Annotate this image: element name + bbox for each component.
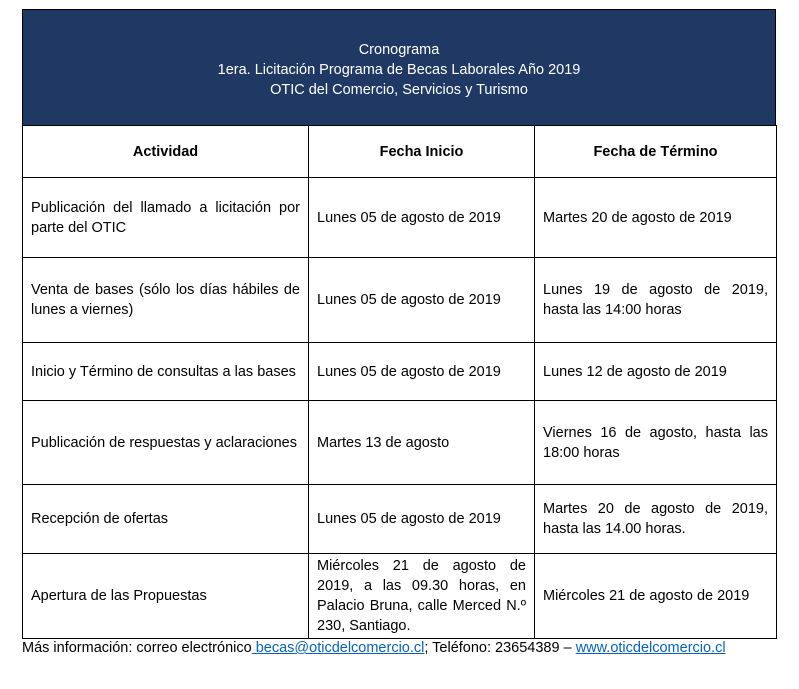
cell-fecha-inicio (309, 554, 535, 639)
cell-fecha-termino: Lunes 19 de agosto de 2019, hasta las 14:00 horas (535, 258, 777, 343)
table-header-row (23, 126, 777, 178)
cell-fecha-termino: Martes 20 de agosto de 2019, hasta las 14.00 horas. (535, 485, 777, 554)
table-row (23, 343, 777, 401)
website-link[interactable]: www.oticdelcomercio.cl (575, 640, 726, 656)
cell-actividad: Recepción de ofertas (23, 485, 309, 554)
header-subtitle: 1era. Licitación Programa de Becas Laborales Año 2019 (217, 61, 581, 78)
cell-fecha-inicio: Lunes 05 de agosto de 2019 (309, 343, 535, 401)
cell-actividad: Apertura de las Propuestas (23, 554, 309, 639)
footer-label: Más información: correo electrónico (22, 640, 252, 656)
cell-fecha-termino: Viernes 16 de agosto, hasta las 18:00 horas (535, 401, 777, 485)
table-row (23, 258, 777, 343)
column-header-fecha-inicio: Fecha Inicio (309, 126, 535, 178)
column-header-actividad: Actividad (23, 126, 309, 178)
table-row (23, 554, 777, 639)
column-header-fecha-termino: Fecha de Término (535, 126, 777, 178)
schedule-table (22, 125, 777, 639)
schedule-document (22, 9, 776, 639)
cell-actividad: Inicio y Término de consultas a las bases (23, 343, 309, 401)
contact-footer (22, 640, 726, 656)
header-banner (22, 9, 776, 125)
cell-fecha-inicio-text: Miércoles 21 de agosto de 2019, a las 09.30 horas, en Palacio Bruna, calle Merced N.º 230, Santiago. (317, 558, 526, 634)
table-row (23, 401, 777, 485)
header-organization: OTIC del Comercio, Servicios y Turismo (270, 81, 528, 98)
cell-actividad: Venta de bases (sólo los días hábiles de lunes a viernes) (23, 258, 309, 343)
table-row (23, 485, 777, 554)
email-link[interactable]: becas@oticdelcomercio.cl (251, 640, 425, 656)
cell-fecha-termino: Miércoles 21 de agosto de 2019 (535, 554, 777, 639)
cell-fecha-inicio: Lunes 05 de agosto de 2019 (309, 485, 535, 554)
cell-fecha-inicio: Martes 13 de agosto (309, 401, 535, 485)
cell-fecha-inicio: Lunes 05 de agosto de 2019 (309, 178, 535, 258)
cell-actividad: Publicación del llamado a licitación por parte del OTIC (23, 178, 309, 258)
cell-fecha-termino: Lunes 12 de agosto de 2019 (535, 343, 777, 401)
header-title: Cronograma (358, 41, 440, 58)
footer-phone: ; Teléfono: 23654389 – (424, 640, 576, 656)
cell-fecha-termino: Martes 20 de agosto de 2019 (535, 178, 777, 258)
cell-actividad: Publicación de respuestas y aclaraciones (23, 401, 309, 485)
cell-fecha-inicio: Lunes 05 de agosto de 2019 (309, 258, 535, 343)
table-row (23, 178, 777, 258)
